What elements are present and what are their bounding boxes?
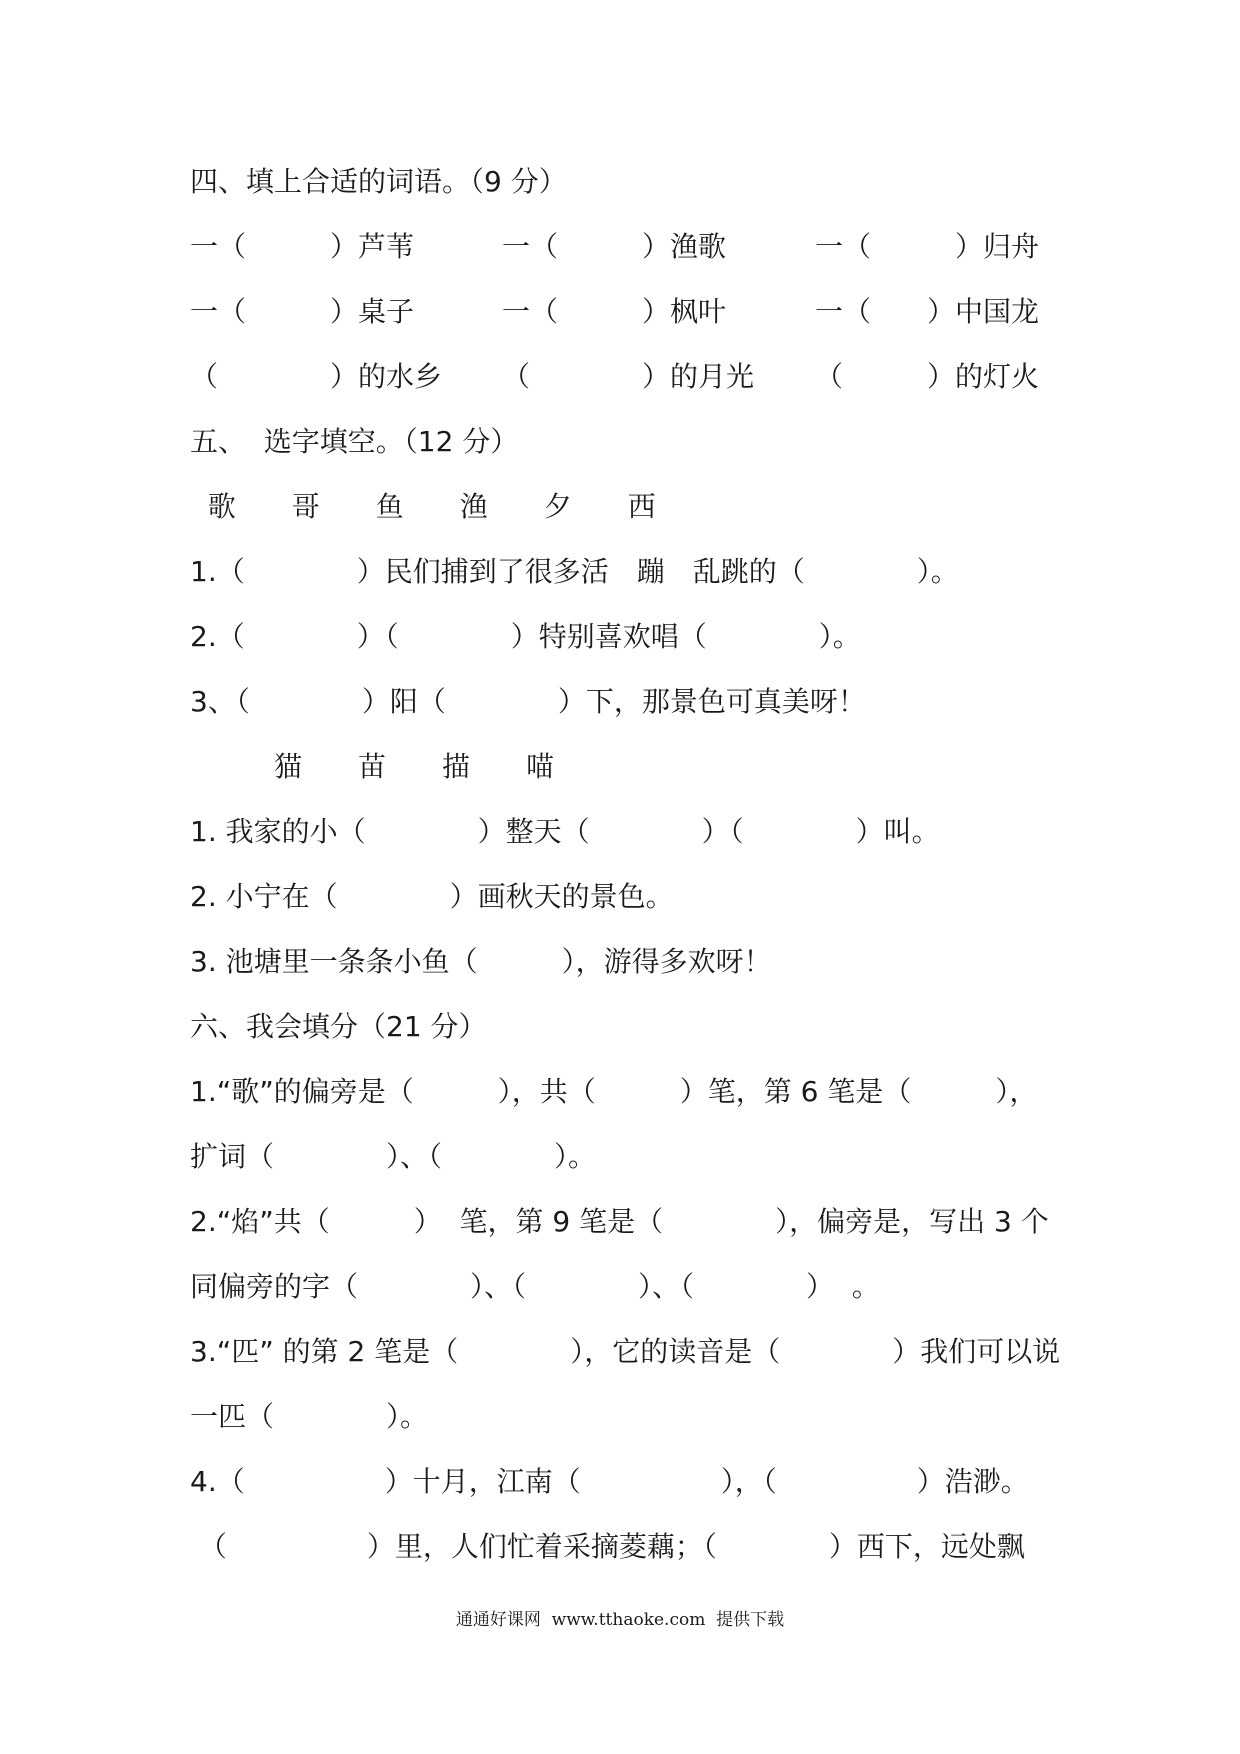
char-choices-2: 猫 苗 描 喵 <box>190 750 555 783</box>
section-4-heading: 四、填上合适的词语。（9 分） <box>190 165 567 198</box>
fill-item: 一（ ）桌子 <box>190 295 415 328</box>
question-line: 2. 小宁在（ ）画秋天的景色。 <box>190 880 674 913</box>
fill-item: 一（ ）芦苇 <box>190 230 415 263</box>
section-5-heading: 五、 选字填空。（12 分） <box>190 425 519 458</box>
fill-item: （ ）的月光 <box>502 360 755 393</box>
question-line: 1. 我家的小（ ）整天（ ）（ ）叫。 <box>190 815 940 848</box>
fill-item: （ ）的水乡 <box>190 360 443 393</box>
fill-item: 一（ ）归舟 <box>815 230 1040 263</box>
fill-item: 一（ ）枫叶 <box>502 295 727 328</box>
question-line: 2.（ ）（ ）特别喜欢唱（ ）。 <box>190 620 861 653</box>
question-line: 同偏旁的字（ ）、（ ）、（ ） 。 <box>190 1270 880 1303</box>
question-line: 扩词（ ）、（ ）。 <box>190 1140 597 1173</box>
question-line: 1.“歌”的偏旁是（ ），共（ ）笔，第 6 笔是（ ）， <box>190 1075 1038 1108</box>
question-line: 4.（ ）十月，江南（ ），（ ）浩渺。 <box>190 1465 1029 1498</box>
fill-item: （ ）的灯火 <box>815 360 1040 393</box>
question-line: 3. 池塘里一条条小鱼（ ），游得多欢呀！ <box>190 945 772 978</box>
question-line: 3.“匹” 的第 2 笔是（ ），它的读音是（ ）我们可以说 <box>190 1335 1061 1368</box>
char-choices-1: 歌 哥 鱼 渔 夕 西 <box>190 490 656 523</box>
question-line: （ ）里，人们忙着采摘菱藕；（ ）西下，远处飘 <box>190 1530 1025 1563</box>
fill-item: 一（ ）中国龙 <box>815 295 1040 328</box>
footer-credit: 通通好课网 www.tthaoke.com 提供下载 <box>455 1610 785 1630</box>
question-line: 3、（ ）阳（ ）下，那景色可真美呀！ <box>190 685 866 718</box>
question-line: 一匹（ ）。 <box>190 1400 429 1433</box>
section-6-heading: 六、我会填分（21 分） <box>190 1010 487 1043</box>
question-line: 1.（ ）民们捕到了很多活 蹦 乱跳的（ ）。 <box>190 555 959 588</box>
question-line: 2.“焰”共（ ） 笔，第 9 笔是（ ），偏旁是，写出 3 个 <box>190 1205 1049 1238</box>
fill-item: 一（ ）渔歌 <box>502 230 727 263</box>
